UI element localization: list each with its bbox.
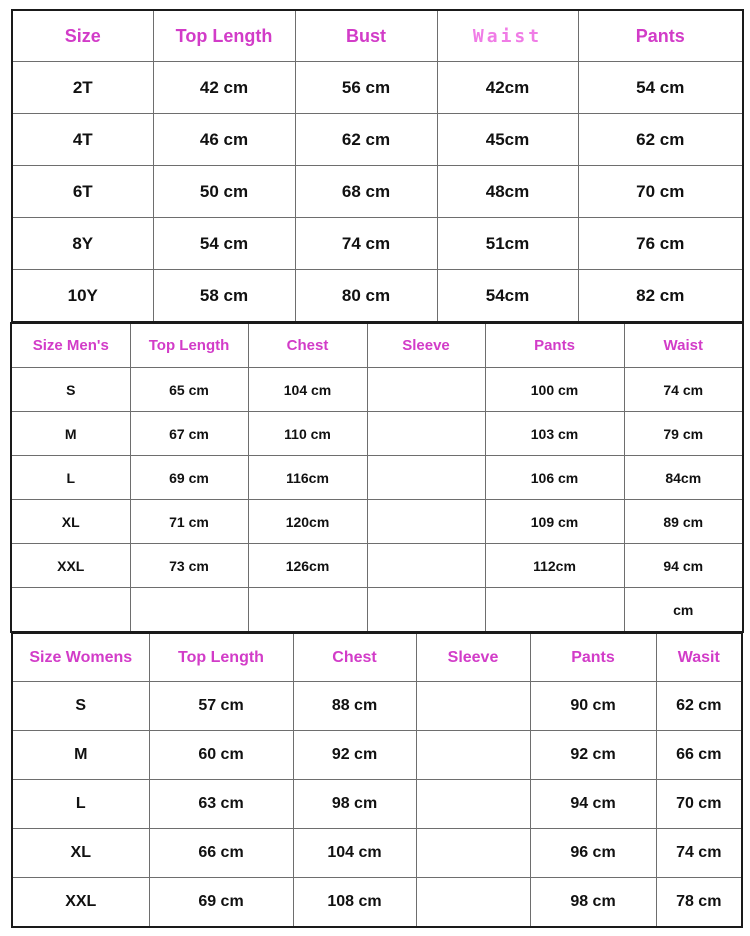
cell-chest: 126cm — [248, 544, 367, 588]
cell-top-length: 54 cm — [153, 218, 295, 270]
cell-bust: 62 cm — [295, 114, 437, 166]
cell-size: XL — [11, 500, 130, 544]
cell-top-length: 63 cm — [149, 780, 293, 829]
table-row — [12, 218, 743, 270]
table-row — [12, 878, 742, 928]
cell-chest: 92 cm — [293, 731, 416, 780]
cell-waist: 78 cm — [656, 878, 742, 928]
cell-size: 4T — [12, 114, 153, 166]
cell-waist: 51cm — [437, 218, 578, 270]
header-top-length: Top Length — [153, 10, 295, 62]
cell-bust: 80 cm — [295, 270, 437, 323]
cell-top-length: 66 cm — [149, 829, 293, 878]
womens-size-table — [11, 632, 743, 928]
cell-sleeve — [416, 878, 530, 928]
cell-top-length: 73 cm — [130, 544, 248, 588]
cell-pants: 96 cm — [530, 829, 656, 878]
cell-size: L — [12, 780, 149, 829]
cell-pants: 70 cm — [578, 166, 743, 218]
header-sleeve: Sleeve — [367, 323, 485, 368]
cell-waist: 74 cm — [656, 829, 742, 878]
cell-sleeve — [416, 780, 530, 829]
mens-header-row — [11, 323, 743, 368]
cell-pants — [485, 588, 624, 633]
cell-sleeve — [367, 544, 485, 588]
header-chest: Chest — [248, 323, 367, 368]
cell-sleeve — [367, 368, 485, 412]
header-bust: Bust — [295, 10, 437, 62]
table-row — [12, 829, 742, 878]
cell-top-length: 58 cm — [153, 270, 295, 323]
cell-size: 2T — [12, 62, 153, 114]
cell-bust: 56 cm — [295, 62, 437, 114]
cell-top-length: 69 cm — [149, 878, 293, 928]
cell-top-length — [130, 588, 248, 633]
cell-top-length: 71 cm — [130, 500, 248, 544]
cell-top-length: 57 cm — [149, 682, 293, 731]
header-waist: Waist — [624, 323, 743, 368]
cell-size: 6T — [12, 166, 153, 218]
cell-size: 8Y — [12, 218, 153, 270]
cell-top-length: 65 cm — [130, 368, 248, 412]
cell-waist: 70 cm — [656, 780, 742, 829]
kids-size-table — [11, 9, 744, 323]
cell-pants: 82 cm — [578, 270, 743, 323]
cell-sleeve — [416, 682, 530, 731]
cell-chest: 120cm — [248, 500, 367, 544]
header-size-mens: Size Men's — [11, 323, 130, 368]
cell-waist: 42cm — [437, 62, 578, 114]
cell-bust: 68 cm — [295, 166, 437, 218]
cell-size: L — [11, 456, 130, 500]
cell-size: 10Y — [12, 270, 153, 323]
table-row — [11, 588, 743, 633]
cell-waist: 84cm — [624, 456, 743, 500]
cell-waist: 74 cm — [624, 368, 743, 412]
cell-chest — [248, 588, 367, 633]
cell-top-length: 42 cm — [153, 62, 295, 114]
cell-waist: 54cm — [437, 270, 578, 323]
cell-bust: 74 cm — [295, 218, 437, 270]
cell-pants: 106 cm — [485, 456, 624, 500]
cell-size: XXL — [12, 878, 149, 928]
cell-size: S — [11, 368, 130, 412]
cell-waist: 79 cm — [624, 412, 743, 456]
header-size: Size — [12, 10, 153, 62]
header-sleeve: Sleeve — [416, 633, 530, 682]
cell-size: M — [12, 731, 149, 780]
header-waist: Waist — [437, 10, 578, 62]
cell-top-length: 46 cm — [153, 114, 295, 166]
table-row — [12, 62, 743, 114]
cell-waist: 48cm — [437, 166, 578, 218]
cell-pants: 62 cm — [578, 114, 743, 166]
header-pants: Pants — [485, 323, 624, 368]
cell-top-length: 67 cm — [130, 412, 248, 456]
header-waist: Wasit — [656, 633, 742, 682]
cell-pants: 76 cm — [578, 218, 743, 270]
cell-size: S — [12, 682, 149, 731]
table-row — [12, 270, 743, 323]
cell-size: XXL — [11, 544, 130, 588]
table-row — [11, 368, 743, 412]
cell-pants: 90 cm — [530, 682, 656, 731]
header-chest: Chest — [293, 633, 416, 682]
cell-pants: 103 cm — [485, 412, 624, 456]
table-row — [11, 500, 743, 544]
table-row — [12, 780, 742, 829]
womens-header-row — [12, 633, 742, 682]
cell-pants: 109 cm — [485, 500, 624, 544]
cell-size — [11, 588, 130, 633]
cell-chest: 110 cm — [248, 412, 367, 456]
table-row — [11, 456, 743, 500]
table-row — [12, 114, 743, 166]
cell-sleeve — [416, 731, 530, 780]
table-row — [12, 682, 742, 731]
cell-pants: 54 cm — [578, 62, 743, 114]
cell-top-length: 60 cm — [149, 731, 293, 780]
cell-chest: 88 cm — [293, 682, 416, 731]
mens-size-table — [10, 322, 744, 633]
cell-sleeve — [367, 588, 485, 633]
header-pants: Pants — [578, 10, 743, 62]
cell-sleeve — [367, 412, 485, 456]
cell-chest: 98 cm — [293, 780, 416, 829]
header-top-length: Top Length — [130, 323, 248, 368]
kids-header-row — [12, 10, 743, 62]
cell-pants: 94 cm — [530, 780, 656, 829]
cell-chest: 104 cm — [248, 368, 367, 412]
table-row — [11, 544, 743, 588]
cell-pants: 112cm — [485, 544, 624, 588]
cell-chest: 108 cm — [293, 878, 416, 928]
cell-waist: 62 cm — [656, 682, 742, 731]
cell-pants: 92 cm — [530, 731, 656, 780]
table-row — [12, 166, 743, 218]
cell-chest: 116cm — [248, 456, 367, 500]
header-size-womens: Size Womens — [12, 633, 149, 682]
cell-waist: 89 cm — [624, 500, 743, 544]
cell-sleeve — [367, 500, 485, 544]
cell-sleeve — [416, 829, 530, 878]
cell-chest: 104 cm — [293, 829, 416, 878]
cell-waist: 45cm — [437, 114, 578, 166]
table-row — [11, 412, 743, 456]
cell-pants: 100 cm — [485, 368, 624, 412]
header-top-length: Top Length — [149, 633, 293, 682]
cell-waist: 94 cm — [624, 544, 743, 588]
table-row — [12, 731, 742, 780]
cell-size: XL — [12, 829, 149, 878]
cell-pants: 98 cm — [530, 878, 656, 928]
cell-top-length: 69 cm — [130, 456, 248, 500]
cell-sleeve — [367, 456, 485, 500]
cell-waist: cm — [624, 588, 743, 633]
header-pants: Pants — [530, 633, 656, 682]
cell-top-length: 50 cm — [153, 166, 295, 218]
cell-size: M — [11, 412, 130, 456]
cell-waist: 66 cm — [656, 731, 742, 780]
